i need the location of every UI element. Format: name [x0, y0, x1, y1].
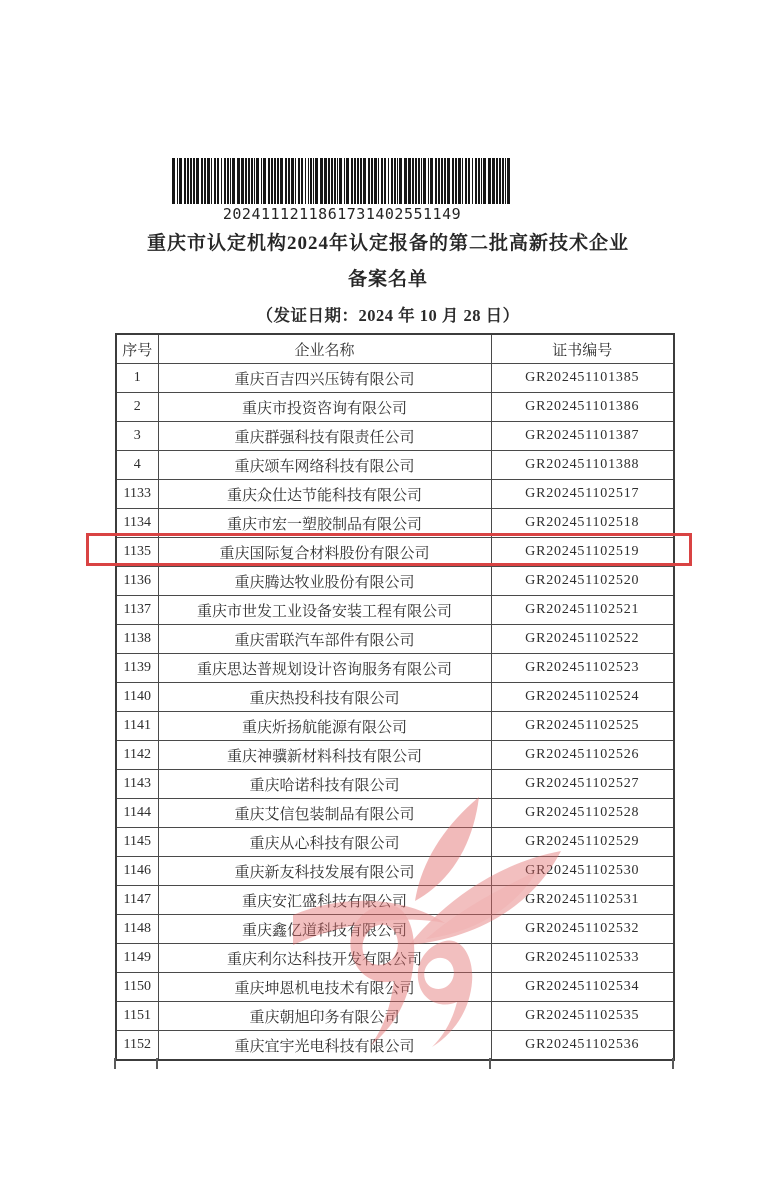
serial-cell: 1140	[116, 683, 158, 712]
barcode-bar	[404, 158, 407, 204]
serial-cell: 1135	[116, 538, 158, 567]
barcode-bar	[305, 158, 306, 204]
serial-cell: 3	[116, 422, 158, 451]
table-border-stub	[114, 1058, 116, 1069]
certificate-number-cell: GR202451102527	[491, 770, 674, 799]
certificate-number-cell: GR202451102521	[491, 596, 674, 625]
barcode-bar	[179, 158, 182, 204]
company-name-cell: 重庆利尔达科技开发有限公司	[158, 944, 491, 973]
barcode-bar	[394, 158, 396, 204]
barcode-bar	[475, 158, 477, 204]
table-row	[116, 944, 674, 973]
barcode-bar	[277, 158, 279, 204]
company-name-cell: 重庆热投科技有限公司	[158, 683, 491, 712]
barcode-bar	[488, 158, 491, 204]
serial-cell: 1146	[116, 857, 158, 886]
company-name-cell: 重庆市宏一塑胶制品有限公司	[158, 509, 491, 538]
barcode-bar	[507, 158, 510, 204]
barcode-bar	[261, 158, 262, 204]
barcode-bar	[368, 158, 370, 204]
company-name-cell: 重庆从心科技有限公司	[158, 828, 491, 857]
company-name-cell: 重庆宜宇光电科技有限公司	[158, 1031, 491, 1061]
table-border-stub	[672, 1058, 674, 1069]
table-row	[116, 857, 674, 886]
barcode-bar	[499, 158, 501, 204]
barcode-bar	[423, 158, 426, 204]
table-row	[116, 596, 674, 625]
barcode-bar	[298, 158, 300, 204]
certificate-number-cell: GR202451101386	[491, 393, 674, 422]
barcode-bar	[196, 158, 199, 204]
certificate-number-cell: GR202451102522	[491, 625, 674, 654]
barcode-bar	[172, 158, 175, 204]
document-title-line1: 重庆市认定机构2024年认定报备的第二批高新技术企业	[146, 233, 629, 254]
barcode-bar	[381, 158, 383, 204]
certificate-number-cell: GR202451102531	[491, 886, 674, 915]
barcode-bar	[492, 158, 495, 204]
barcode-bar	[458, 158, 461, 204]
barcode-bar	[301, 158, 303, 204]
barcode-bar	[374, 158, 377, 204]
barcode-bar	[221, 158, 222, 204]
barcode-bar	[313, 158, 314, 204]
serial-cell: 1133	[116, 480, 158, 509]
barcode-bar	[217, 158, 219, 204]
barcode-bar	[354, 158, 356, 204]
barcode-bar	[308, 158, 310, 204]
barcode-bar	[211, 158, 212, 204]
company-name-cell: 重庆腾达牧业股份有限公司	[158, 567, 491, 596]
barcode-bar	[291, 158, 294, 204]
certificate-number-cell: GR202451102525	[491, 712, 674, 741]
certificate-number-cell: GR202451102517	[491, 480, 674, 509]
company-name-cell: 重庆神骥新材料科技有限公司	[158, 741, 491, 770]
table-row	[116, 1002, 674, 1031]
barcode-bar	[190, 158, 192, 204]
barcode-bar	[483, 158, 486, 204]
barcode-bar	[268, 158, 270, 204]
table-row	[116, 741, 674, 770]
company-name-cell: 重庆国际复合材料股份有限公司	[158, 538, 491, 567]
barcode-bar	[378, 158, 379, 204]
company-name-cell: 重庆鑫亿道科技有限公司	[158, 915, 491, 944]
barcode-bar	[465, 158, 467, 204]
serial-cell: 1138	[116, 625, 158, 654]
barcode-bar	[468, 158, 470, 204]
barcode-bar	[363, 158, 366, 204]
company-name-cell: 重庆朝旭印务有限公司	[158, 1002, 491, 1031]
barcode-bar	[478, 158, 480, 204]
certificate-number-cell: GR202451102532	[491, 915, 674, 944]
company-name-cell: 重庆新友科技发展有限公司	[158, 857, 491, 886]
certificate-number-cell: GR202451102534	[491, 973, 674, 1002]
header-company-name: 企业名称	[158, 334, 491, 364]
barcode	[172, 158, 512, 204]
barcode-bar	[232, 158, 235, 204]
barcode-bar	[388, 158, 389, 204]
certificate-number-cell: GR202451102529	[491, 828, 674, 857]
barcode-bar	[346, 158, 349, 204]
serial-cell: 1142	[116, 741, 158, 770]
serial-cell: 1143	[116, 770, 158, 799]
barcode-bar	[397, 158, 398, 204]
header-certificate-number: 证书编号	[491, 334, 674, 364]
barcode-bar	[408, 158, 411, 204]
company-name-cell: 重庆哈诺科技有限公司	[158, 770, 491, 799]
barcode-bar	[391, 158, 393, 204]
serial-cell: 1152	[116, 1031, 158, 1061]
company-name-cell: 重庆思达普规划设计咨询服务有限公司	[158, 654, 491, 683]
barcode-bar	[187, 158, 189, 204]
serial-cell: 1150	[116, 973, 158, 1002]
table-row	[116, 683, 674, 712]
barcode-bar	[502, 158, 504, 204]
barcode-bar	[201, 158, 203, 204]
barcode-bar	[214, 158, 216, 204]
table-row	[116, 799, 674, 828]
company-table	[115, 333, 675, 1061]
company-name-cell: 重庆颂车网络科技有限公司	[158, 451, 491, 480]
barcode-bar	[412, 158, 414, 204]
barcode-bar	[357, 158, 359, 204]
certificate-number-cell: GR202451102530	[491, 857, 674, 886]
barcode-bar	[280, 158, 283, 204]
table-row	[116, 364, 674, 393]
barcode-bar	[334, 158, 336, 204]
serial-cell: 1144	[116, 799, 158, 828]
company-name-cell: 重庆百吉四兴压铸有限公司	[158, 364, 491, 393]
company-name-cell: 重庆市世发工业设备安装工程有限公司	[158, 596, 491, 625]
table-row	[116, 712, 674, 741]
certificate-number-cell: GR202451101388	[491, 451, 674, 480]
barcode-bar	[384, 158, 386, 204]
company-name-cell: 重庆市投资咨询有限公司	[158, 393, 491, 422]
serial-cell: 1149	[116, 944, 158, 973]
barcode-bar	[399, 158, 402, 204]
barcode-bar	[505, 158, 506, 204]
serial-cell: 1148	[116, 915, 158, 944]
certificate-number-cell: GR202451102524	[491, 683, 674, 712]
barcode-bar	[339, 158, 342, 204]
highlight-box	[86, 533, 692, 566]
barcode-bar	[415, 158, 417, 204]
table-header-row	[116, 334, 674, 364]
table-row	[116, 654, 674, 683]
certificate-number-cell: GR202451101385	[491, 364, 674, 393]
barcode-bar	[310, 158, 312, 204]
barcode-bar	[462, 158, 463, 204]
barcode-number: 2024111211861731402551149	[222, 205, 462, 223]
company-name-cell: 重庆炘扬航能源有限公司	[158, 712, 491, 741]
barcode-bar	[472, 158, 473, 204]
company-table-body	[116, 364, 674, 1061]
barcode-bar	[328, 158, 330, 204]
serial-cell: 1151	[116, 1002, 158, 1031]
barcode-bar	[360, 158, 362, 204]
barcode-bar	[207, 158, 210, 204]
table-row	[116, 567, 674, 596]
company-name-cell: 重庆艾信包装制品有限公司	[158, 799, 491, 828]
barcode-bar	[184, 158, 186, 204]
certificate-number-cell: GR202451102519	[491, 538, 674, 567]
serial-cell: 2	[116, 393, 158, 422]
certificate-number-cell: GR202451101387	[491, 422, 674, 451]
company-name-cell: 重庆安汇盛科技有限公司	[158, 886, 491, 915]
barcode-bar	[371, 158, 373, 204]
barcode-bar	[455, 158, 457, 204]
certificate-number-cell: GR202451102523	[491, 654, 674, 683]
barcode-bar	[285, 158, 287, 204]
document-title-line2: 备案名单	[347, 269, 428, 290]
certificate-number-cell: GR202451102518	[491, 509, 674, 538]
barcode-bar	[438, 158, 440, 204]
table-row	[116, 828, 674, 857]
barcode-bar	[428, 158, 429, 204]
barcode-bar	[248, 158, 250, 204]
table-border-stub	[156, 1058, 158, 1069]
barcode-bar	[315, 158, 318, 204]
barcode-bar	[254, 158, 255, 204]
barcode-bar	[337, 158, 338, 204]
barcode-bar	[418, 158, 420, 204]
serial-cell: 1139	[116, 654, 158, 683]
table-row	[116, 915, 674, 944]
barcode-bar	[230, 158, 231, 204]
table-row	[116, 451, 674, 480]
barcode-bar	[447, 158, 450, 204]
barcode-bar	[344, 158, 345, 204]
barcode-bar	[274, 158, 276, 204]
barcode-bar	[271, 158, 273, 204]
barcode-bar	[263, 158, 266, 204]
company-name-cell: 重庆坤恩机电技术有限公司	[158, 973, 491, 1002]
table-row	[116, 770, 674, 799]
company-name-cell: 重庆雷联汽车部件有限公司	[158, 625, 491, 654]
table-row	[116, 393, 674, 422]
serial-cell: 1136	[116, 567, 158, 596]
certificate-number-cell: GR202451102520	[491, 567, 674, 596]
serial-cell: 4	[116, 451, 158, 480]
table-border-stub	[489, 1058, 491, 1069]
barcode-bar	[481, 158, 482, 204]
barcode-bar	[441, 158, 443, 204]
barcode-bar	[331, 158, 333, 204]
header-serial: 序号	[116, 334, 158, 364]
serial-cell: 1147	[116, 886, 158, 915]
table-row	[116, 973, 674, 1002]
barcode-bar	[241, 158, 244, 204]
certificate-number-cell: GR202451102528	[491, 799, 674, 828]
barcode-bar	[288, 158, 290, 204]
table-row	[116, 625, 674, 654]
barcode-bar	[237, 158, 240, 204]
barcode-bar	[224, 158, 226, 204]
barcode-bar	[496, 158, 498, 204]
certificate-number-cell: GR202451102526	[491, 741, 674, 770]
barcode-bar	[256, 158, 259, 204]
barcode-bar	[421, 158, 422, 204]
serial-cell: 1145	[116, 828, 158, 857]
barcode-bar	[204, 158, 206, 204]
barcode-bar	[452, 158, 454, 204]
table-row	[116, 422, 674, 451]
barcode-bar	[430, 158, 433, 204]
table-row	[116, 1031, 674, 1061]
barcode-bar	[227, 158, 229, 204]
barcode-bar	[324, 158, 327, 204]
barcode-bar	[245, 158, 247, 204]
serial-cell: 1141	[116, 712, 158, 741]
company-name-cell: 重庆群强科技有限责任公司	[158, 422, 491, 451]
barcode-bar	[295, 158, 296, 204]
table-row	[116, 886, 674, 915]
barcode-bar	[251, 158, 253, 204]
barcode-bar	[320, 158, 323, 204]
barcode-bar	[444, 158, 446, 204]
barcode-bar	[193, 158, 195, 204]
company-name-cell: 重庆众仕达节能科技有限公司	[158, 480, 491, 509]
table-row	[116, 480, 674, 509]
barcode-bar	[435, 158, 437, 204]
barcode-bar	[351, 158, 353, 204]
issue-date-line: （发证日期：2024 年 10 月 28 日）	[256, 306, 520, 325]
certificate-number-cell: GR202451102533	[491, 944, 674, 973]
serial-cell: 1134	[116, 509, 158, 538]
certificate-number-cell: GR202451102535	[491, 1002, 674, 1031]
barcode-bar	[177, 158, 178, 204]
certificate-number-cell: GR202451102536	[491, 1031, 674, 1061]
serial-cell: 1137	[116, 596, 158, 625]
serial-cell: 1	[116, 364, 158, 393]
